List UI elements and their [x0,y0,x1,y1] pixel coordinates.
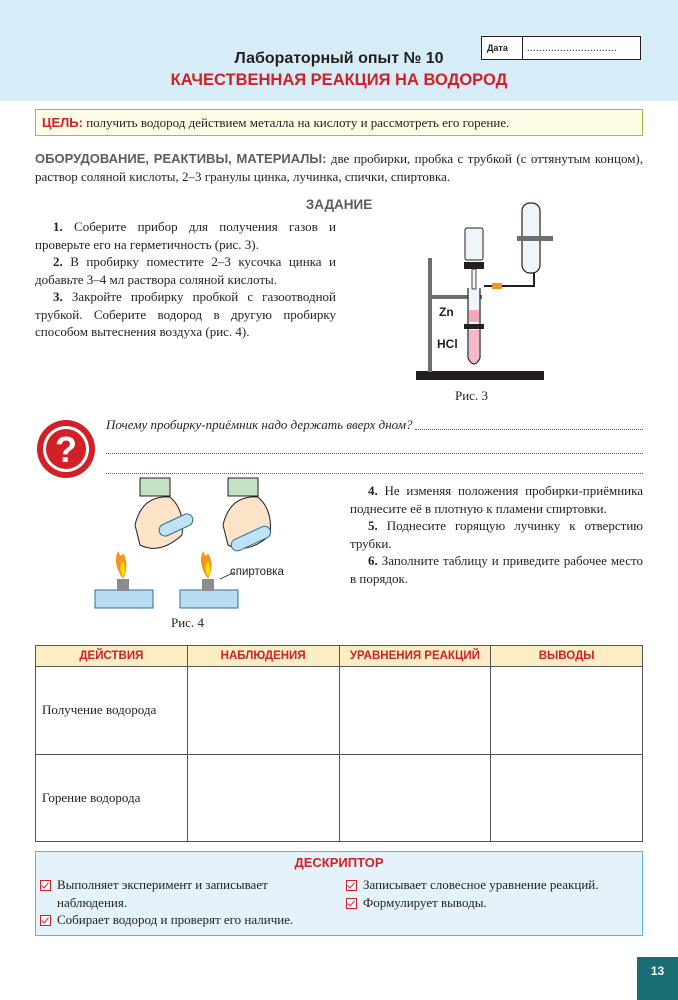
table-header-row [36,646,643,667]
step-text: В пробирку поместите 2–3 кусочка цинка и добавьте 3–4 мл раствора соляной кислоты. [35,254,337,287]
sleeve-right [228,478,258,496]
step-3 [35,288,336,341]
goal-text: получить водород действием металла на кислоту и рассмотреть его горение. [86,115,510,130]
descriptor-text: Записывает словесное уравнение реакций. [363,877,599,892]
step-6 [350,552,643,587]
step-number: 3. [53,289,63,304]
column-header: НАБЛЮДЕНИЯ [187,646,339,667]
page-title: Лабораторный опыт № 10 [234,50,444,67]
stand-rod [428,258,432,372]
step-text: Заполните таблицу и приведите рабочее место в порядок. [350,553,643,586]
equipment-text: две пробирки, пробка с трубкой (с оттянутым концом), раствор соляной кислоты, 2–3 гранулы цинка, лучинка, спички, спиртовка. [35,151,643,184]
funnel-top [465,228,483,260]
sleeve-left [140,478,170,496]
stand-base [416,371,544,380]
question-block [106,415,643,474]
rubber-connector [492,283,502,289]
conclusion-cell[interactable] [491,754,643,842]
figure4-caption: Рис. 4 [171,615,204,630]
wick-holder [117,579,129,591]
tube-clamp [464,324,484,329]
step-5 [350,517,643,552]
equation-cell[interactable] [339,667,491,755]
page-subtitle: КАЧЕСТВЕННАЯ РЕАКЦИЯ НА ВОДОРОД [170,71,508,89]
descriptor-item [40,911,340,929]
step-2 [35,253,336,288]
descriptor-text: Выполняет эксперимент и записывает наблюдения. [57,877,268,910]
equipment-paragraph [35,150,643,186]
step-1 [35,218,336,253]
label-zn: Zn [439,305,454,319]
steps-left [35,218,336,341]
date-label: Дата [487,43,508,53]
label-burner: спиртовка [230,566,284,578]
descriptor-text: Собирает водород и проверят его наличие. [57,912,294,927]
table-row [36,754,643,842]
inner-tube [472,269,476,289]
column-header: ДЕЙСТВИЯ [36,646,188,667]
zinc-layer [469,310,479,322]
question-icon [35,418,97,480]
answer-line[interactable] [415,429,643,430]
answer-line[interactable] [106,434,643,454]
date-field[interactable]: .............................. [527,42,617,54]
step-number: 6. [368,553,378,568]
checkbox-icon [40,880,51,891]
equipment-label: ОБОРУДОВАНИЕ, РЕАКТИВЫ, МАТЕРИАЛЫ: [35,151,327,166]
apparatus-figure [410,198,560,383]
descriptor-item [346,876,641,894]
step-number: 4. [368,483,378,498]
burner-left [95,590,153,608]
descriptor-left [40,876,340,929]
observation-cell[interactable] [187,667,339,755]
answer-line[interactable] [106,454,643,474]
step-text: Не изменяя положения пробирки-приёмника поднесите её в плотную к пламени спиртовки. [350,483,643,516]
page-number: 13 [637,957,678,1000]
checkbox-icon [346,898,357,909]
figure3-caption: Рис. 3 [455,388,488,403]
question-text: Почему пробирку-приёмник надо держать вверх дном? [106,417,413,432]
descriptor-heading: ДЕСКРИПТОР [294,855,384,870]
steps-right [350,482,643,587]
step-text: Поднесите горящую лучинку к отверстию трубки. [350,518,643,551]
results-table [35,645,643,842]
column-header: УРАВНЕНИЯ РЕАКЦИЙ [339,646,491,667]
equation-cell[interactable] [339,754,491,842]
goal-box [35,109,643,136]
column-header: ВЫВОДЫ [491,646,643,667]
action-cell: Горение водорода [36,754,188,842]
goal-label: ЦЕЛЬ: [42,115,83,130]
burner-right [180,590,238,608]
descriptor-text: Формулирует выводы. [363,894,487,910]
burner-figure [90,475,325,615]
conclusion-cell[interactable] [491,667,643,755]
step-4 [350,482,643,517]
label-hcl: HCl [437,337,458,351]
stopper [464,262,484,269]
receiver-clamp [517,236,553,241]
descriptor-item [346,894,641,912]
action-cell: Получение водорода [36,667,188,755]
wick-holder [202,579,214,591]
table-row [36,667,643,755]
acid-solution [469,330,479,363]
step-text: Закройте пробирку пробкой с газоотводной трубкой. Соберите водород в другую пробирку способом вытеснения воздуха (рис. 4). [35,289,337,339]
descriptor-box [35,851,643,936]
descriptor-item [40,876,340,911]
svg-text:?: ? [55,429,77,470]
task-heading: ЗАДАНИЕ [305,197,373,212]
step-number: 1. [53,219,63,234]
descriptor-right [346,876,641,911]
checkbox-icon [346,880,357,891]
observation-cell[interactable] [187,754,339,842]
step-number: 5. [368,518,378,533]
checkbox-icon [40,915,51,926]
step-text: Соберите прибор для получения газов и проверьте его на герметичность (рис. 3). [35,219,337,252]
step-number: 2. [53,254,63,269]
